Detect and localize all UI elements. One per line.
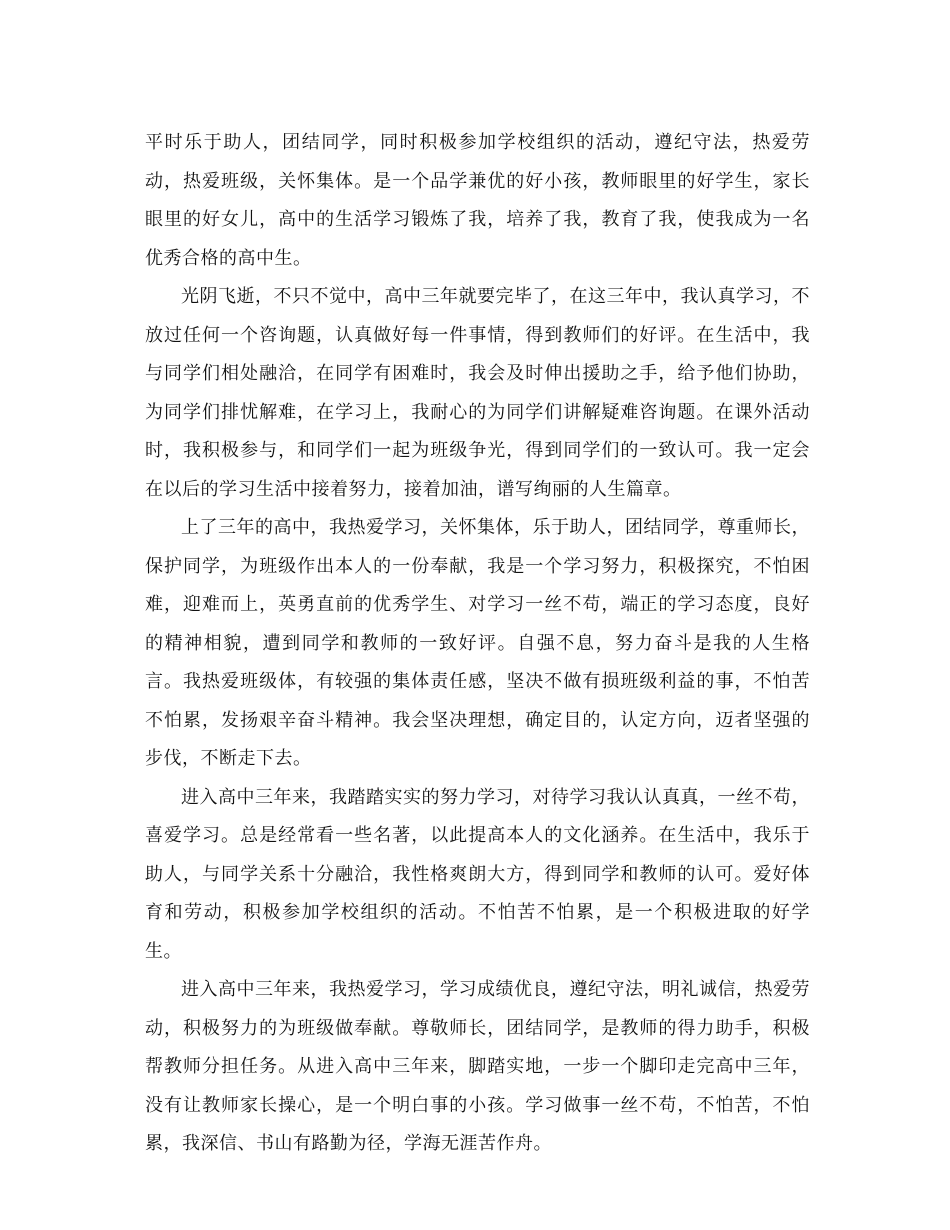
paragraph-1: 平时乐于助人，团结同学，同时积极参加学校组织的活动，遵纪守法，热爱劳动，热爱班级，关怀集体。是一个品学兼优的好小孩，教师眼里的好学生，家长眼里的好女儿，高中的生活学习锻炼了我，培养了我，教育了我，使我成为一名优秀合格的高中生。 bbox=[145, 132, 810, 269]
document-body bbox=[145, 124, 810, 1164]
paragraph-3: 上了三年的高中，我热爱学习，关怀集体，乐于助人，团结同学，尊重师长，保护同学，为班级作出本人的一份奉献，我是一个学习努力，积极探究，不怕困难，迎难而上，英勇直前的优秀学生、对学习一丝不苟，端正的学习态度，良好的精神相貌，遭到同学和教师的一致好评。自强不息，努力奋斗是我的人生格言。我热爱班级体，有较强的集体责任感，坚决不做有损班级利益的事，不怕苦不怕累，发扬艰辛奋斗精神。我会坚决理想，确定目的，认定方向，迈者坚强的步伐，不断走下去。 bbox=[145, 517, 810, 769]
paragraph-2: 光阴飞逝，不只不觉中，高中三年就要完毕了，在这三年中，我认真学习，不放过任何一个咨询题，认真做好每一件事情，得到教师们的好评。在生活中，我与同学们相处融洽，在同学有困难时，我会及时伸出援助之手，给予他们协助，为同学们排忧解难，在学习上，我耐心的为同学们讲解疑难咨询题。在课外活动时，我积极参与，和同学们一起为班级争光，得到同学们的一致认可。我一定会在以后的学习生活中接着努力，接着加油，谱写绚丽的人生篇章。 bbox=[145, 286, 810, 500]
paragraph-4: 进入高中三年来，我踏踏实实的努力学习，对待学习我认认真真，一丝不苟，喜爱学习。总是经常看一些名著，以此提高本人的文化涵养。在生活中，我乐于助人，与同学关系十分融洽，我性格爽朗大方，得到同学和教师的认可。爱好体育和劳动，积极参加学校组织的活动。不怕苦不怕累，是一个积极进取的好学生。 bbox=[145, 786, 810, 962]
paragraph-5: 进入高中三年来，我热爱学习，学习成绩优良，遵纪守法，明礼诚信，热爱劳动，积极努力的为班级做奉献。尊敬师长，团结同学，是教师的得力助手，积极帮教师分担任务。从进入高中三年来，脚踏实地，一步一个脚印走完高中三年，没有让教师家长操心，是一个明白事的小孩。学习做事一丝不苟，不怕苦，不怕累，我深信、书山有路勤为径，学海无涯苦作舟。 bbox=[145, 979, 810, 1154]
